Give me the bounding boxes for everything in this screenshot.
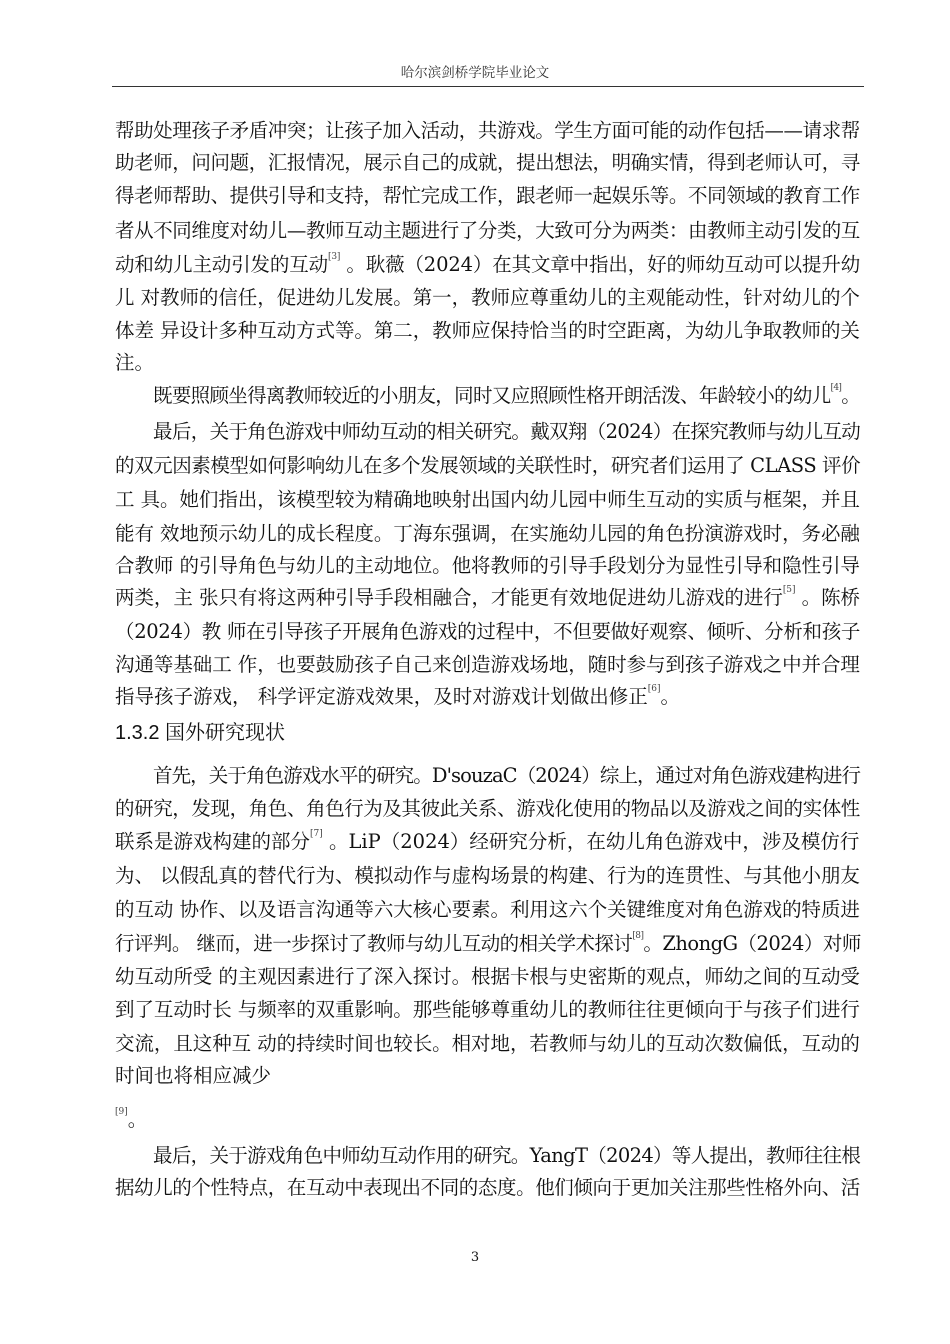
text-line (115, 351, 154, 375)
text-span: 帮助处理孩子矛盾冲突；让孩子加入活动，共游戏。学生方面可能的动作包括——请求帮 (115, 119, 860, 142)
text-span: 者从不同维度对幼儿—教师互动主题进行了分类，大致可分为两类：由教师主动引发的互 (115, 219, 860, 242)
text-span: 两类，主 张只有将这两种引导手段相融合，才能更有效地促进幼儿游戏的进行 (115, 586, 783, 609)
text-span: 合教师 的引导角色与幼儿的主动地位。他将教师的引导手段划分为显性引导和隐性引导 (115, 554, 860, 577)
citation-superscript: [3] (327, 252, 341, 262)
text-span: 儿 对教师的信任，促进幼儿发展。第一，教师应尊重幼儿的主观能动性，针对幼儿的个 (115, 286, 860, 309)
text-line (115, 685, 680, 709)
text-span: 能有 效地预示幼儿的成长程度。丁海东强调，在实施幼儿园的角色扮演游戏时，务必融 (115, 522, 860, 545)
text-span: 指导孩子游戏， 科学评定游戏效果，及时对游戏计划做出修正 (115, 685, 648, 708)
text-span: 的互动 协作、以及语言沟通等六大核心要素。利用这六个关键维度对角色游戏的特质进 (115, 898, 860, 921)
text-span: 行评判。 继而，进一步探讨了教师与幼儿互动的相关学术探讨 (115, 932, 633, 955)
text-line (115, 554, 860, 578)
page-number: 3 (470, 1250, 480, 1265)
text-span: 既要照顾坐得离教师较近的小朋友，同时又应照顾性格开朗活泼、年龄较小的幼儿 (153, 384, 831, 407)
text-line (115, 998, 860, 1022)
text-span: 。陈桥 (795, 586, 860, 609)
citation-superscript: [9] (115, 1107, 128, 1117)
text-span: 的研究，发现，角色、角色行为及其彼此关系、游戏化使用的物品以及游戏之间的实体性 (115, 797, 860, 820)
text-line (153, 1144, 860, 1168)
text-span: 为、 以假乱真的替代行为、模拟动作与虚构场景的构建、行为的连贯性、与其他小朋友 (115, 864, 860, 887)
header-rule (112, 86, 864, 87)
citation-superscript: [4] (830, 383, 842, 393)
text-line (115, 522, 860, 546)
text-span: 到了互动时长 与频率的双重影响。那些能够尊重幼儿的教师往往更倾向于与孩子们进行 (115, 998, 860, 1021)
text-span: 据幼儿的个性特点，在互动中表现出不同的态度。他们倾向于更加关注那些性格外向、活 (115, 1176, 860, 1199)
text-line (153, 384, 860, 408)
text-line (115, 1032, 860, 1056)
text-line (115, 1176, 860, 1200)
text-line (115, 653, 860, 677)
text-line (115, 898, 860, 922)
text-line (115, 797, 860, 821)
text-span: 最后，关于角色游戏中师幼互动的相关研究。戴双翔（2024）在探究教师与幼儿互动 (153, 420, 861, 443)
citation-superscript: [6] (647, 684, 661, 694)
text-line (115, 319, 860, 343)
text-line (115, 488, 860, 512)
text-line (115, 253, 860, 277)
citation-superscript: [8] (632, 931, 644, 941)
text-line (115, 454, 860, 478)
text-line (115, 830, 859, 854)
text-line (115, 932, 861, 956)
text-span: 。耿薇（2024）在其文章中指出，好的师幼互动可以提升幼 (340, 253, 861, 276)
text-span: 体差 异设计多种互动方式等。第二，教师应保持恰当的时空距离，为幼儿争取教师的关 (115, 319, 860, 342)
text-span: 首先，关于角色游戏水平的研究。D'souzaC（2024）综上，通过对角色游戏建构进行 (153, 764, 861, 787)
text-span: 最后，关于游戏角色中师幼互动作用的研究。YangT（2024）等人提出，教师往往根 (153, 1144, 861, 1167)
text-line (115, 184, 860, 208)
page-header: 哈尔滨剑桥学院毕业论文 (400, 65, 550, 81)
citation-superscript: [7] (310, 829, 323, 839)
text-line (115, 864, 860, 888)
citation-superscript: [5] (782, 585, 796, 595)
text-span: 动和幼儿主动引发的互动 (115, 253, 328, 276)
text-line (115, 151, 860, 175)
text-span: 。LiP（2024）经研究分析，在幼儿角色游戏中，涉及模仿行 (322, 830, 860, 853)
text-line (115, 586, 860, 610)
text-span: 沟通等基础工 作，也要鼓励孩子自己来创造游戏场地，随时参与到孩子游戏之中并合理 (115, 653, 860, 676)
text-span: 。 (660, 685, 680, 708)
text-span: 幼互动所受 的主观因素进行了深入探讨。根据卡根与史密斯的观点，师幼之间的互动受 (115, 965, 860, 988)
text-line (115, 620, 860, 644)
text-span: 。 (127, 1108, 148, 1131)
text-line (115, 219, 860, 243)
text-span: 工 具。她们指出，该模型较为精确地映射出国内幼儿园中师生互动的实质与框架，并且 (115, 488, 860, 511)
section-heading: 1.3.2 国外研究现状 (115, 722, 286, 744)
text-span: 的双元因素模型如何影响幼儿在多个发展领域的关联性时，研究者们运用了 CLASS 评价 (115, 454, 861, 477)
text-line (153, 764, 860, 788)
text-span: 联系是游戏构建的部分 (115, 830, 311, 853)
text-span: （2024）教 师在引导孩子开展角色游戏的过程中，不但要做好观察、倾听、分析和孩子 (115, 620, 861, 643)
text-span: 时间也将相应减少 (115, 1064, 272, 1087)
text-line (115, 119, 860, 143)
text-line (115, 1064, 271, 1088)
text-span: 。ZhongG（2024）对师 (643, 932, 861, 955)
text-line (153, 420, 860, 444)
text-span: 。 (841, 384, 861, 407)
text-line (115, 1108, 147, 1132)
text-line (115, 286, 860, 310)
text-span: 得老师帮助、提供引导和支持，帮忙完成工作，跟老师一起娱乐等。不同领域的教育工作 (115, 184, 860, 207)
text-span: 助老师，问问题，汇报情况，展示自己的成就，提出想法，明确实情，得到老师认可，寻 (115, 151, 860, 174)
text-line (115, 965, 860, 989)
text-span: 交流，且这种互 动的持续时间也较长。相对地，若教师与幼儿的互动次数偏低，互动的 (115, 1032, 860, 1055)
text-span: 注。 (115, 351, 155, 374)
